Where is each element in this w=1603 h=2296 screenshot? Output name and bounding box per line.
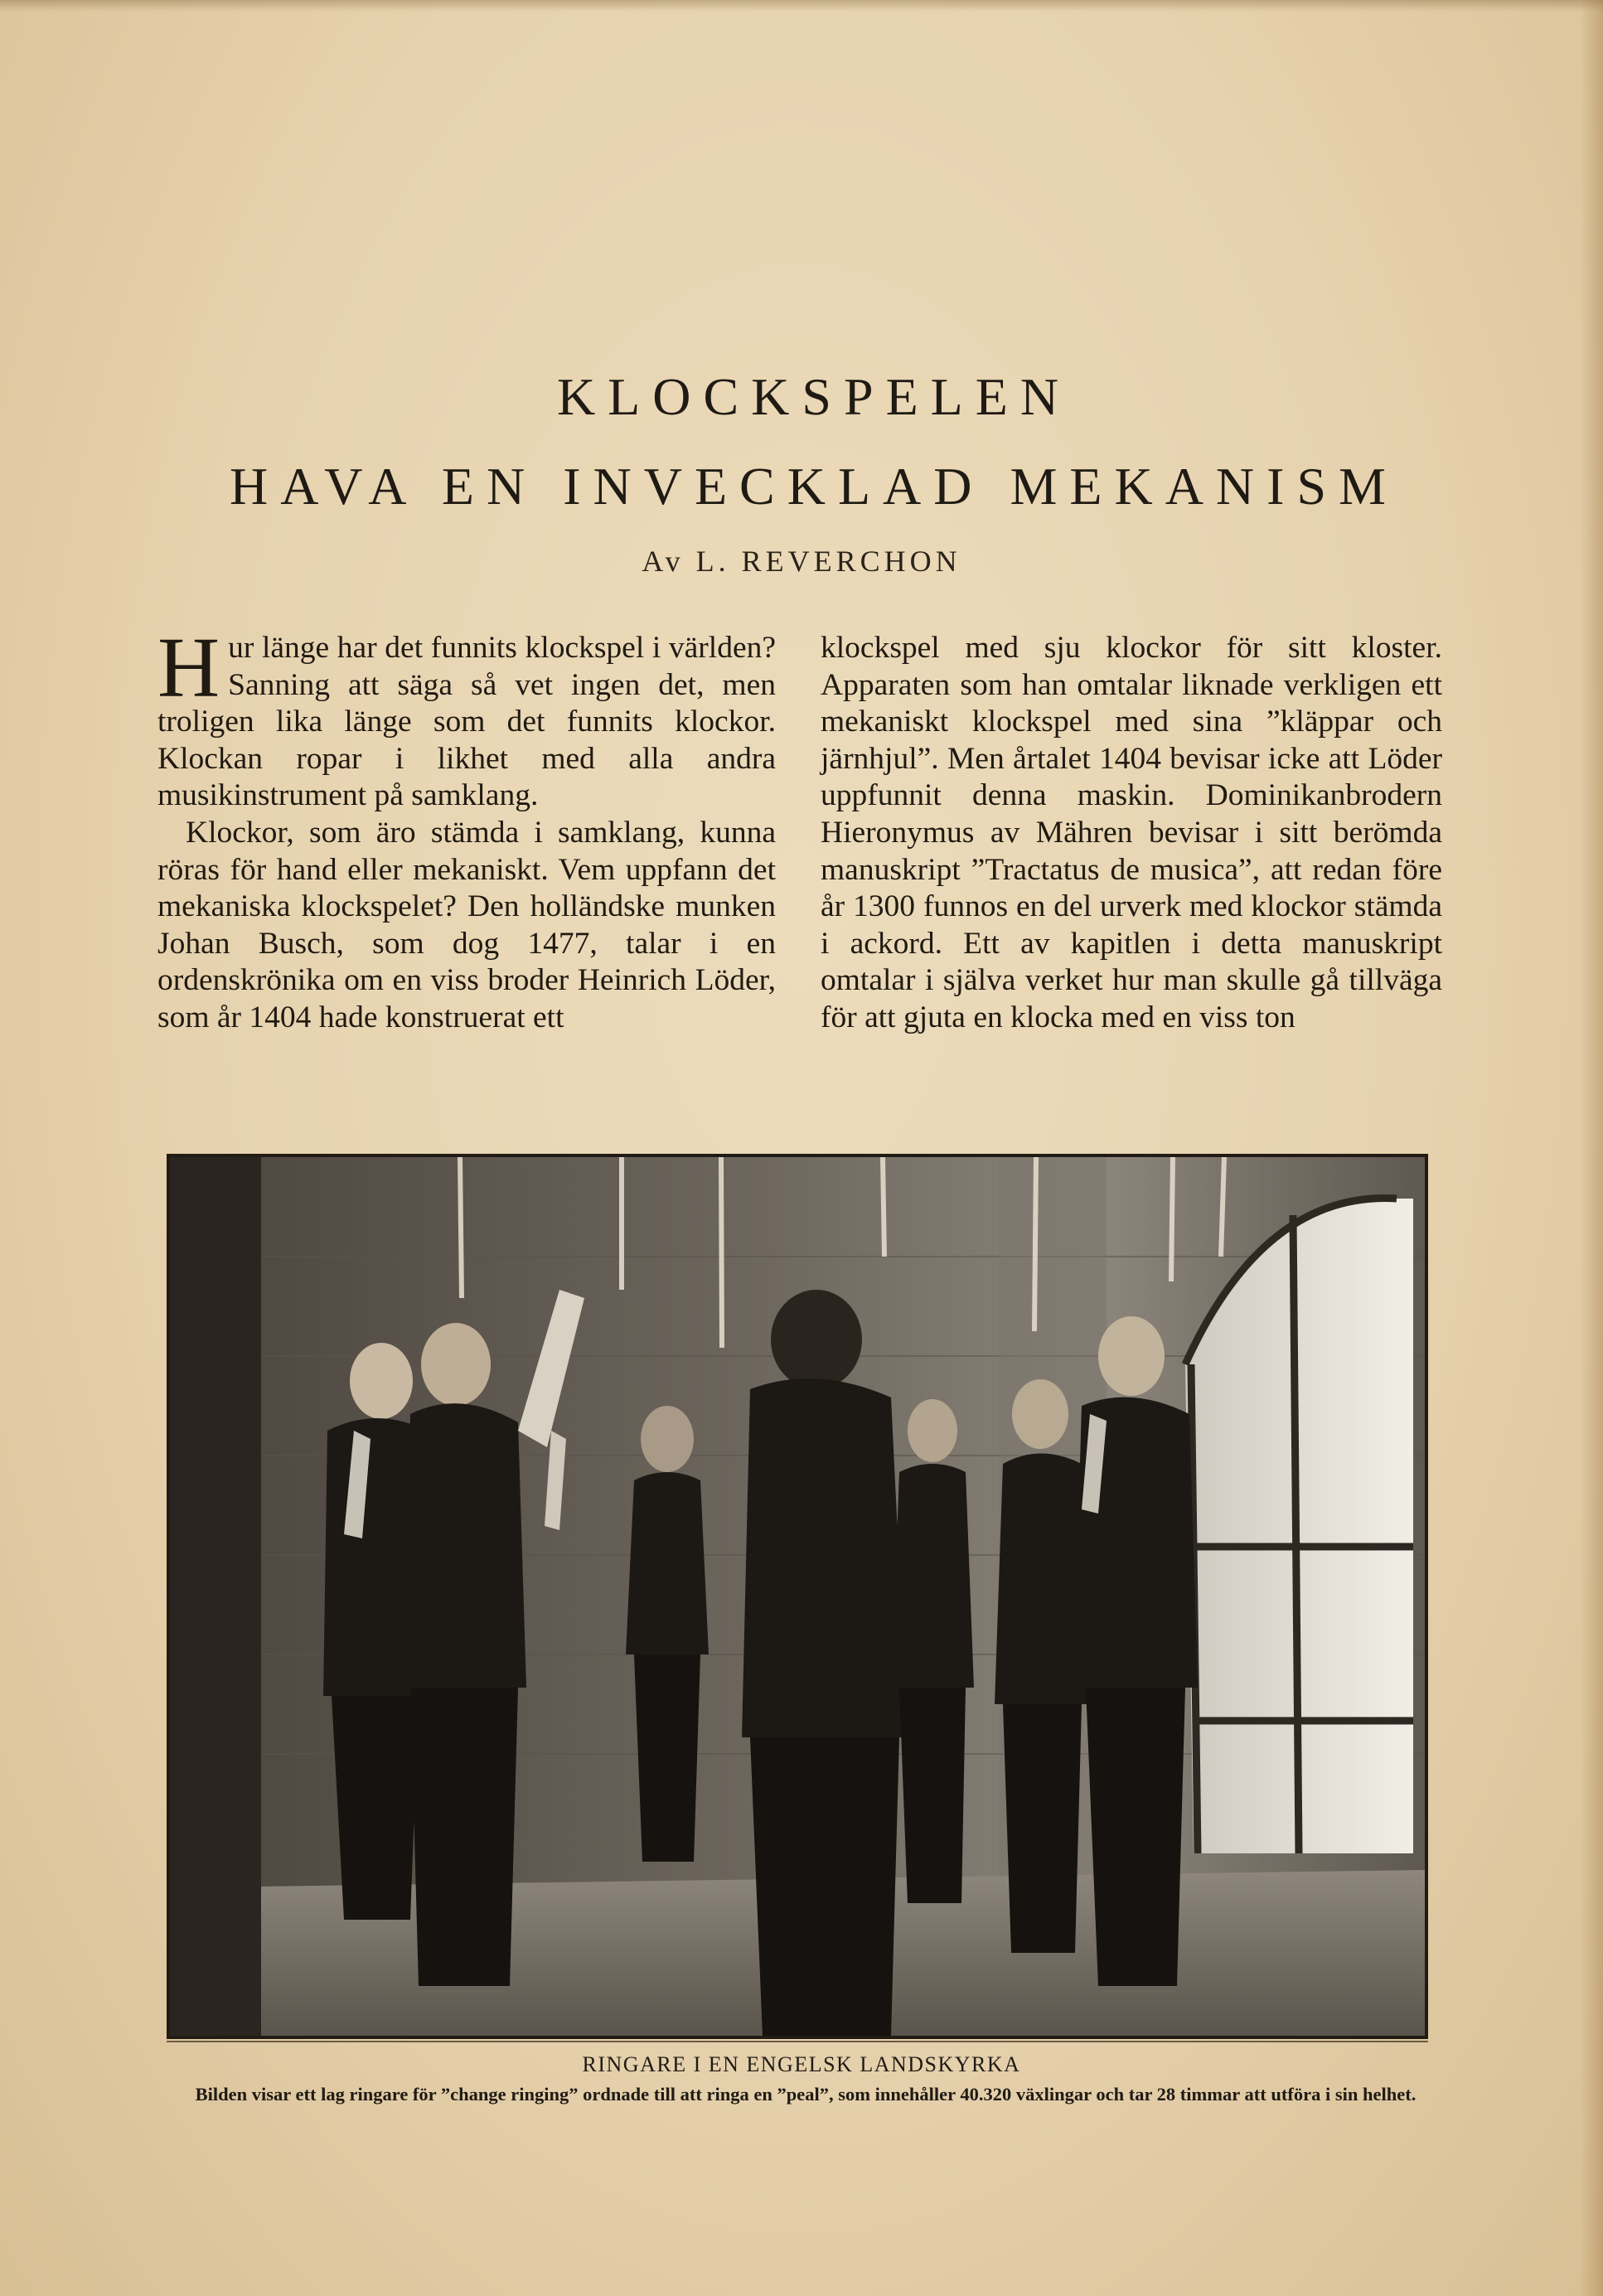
bell-ringers-photo: [167, 1154, 1428, 2039]
article-title-line-2: HAVA EN INVECKLAD MEKANISM: [230, 457, 1398, 516]
text-column-left: [157, 620, 776, 1037]
paragraph-1-text: ur länge har det funnits klockspel i världen? Sanning att säga så vet ingen det, men troligen lika länge som det funnits klockor. Klockan ropar i likhet med alla andra musikinstrument på samklang.: [157, 631, 776, 813]
page-right-edge: [1580, 0, 1603, 2296]
paragraph-3: klockspel med sju klockor för sitt kloster. Apparaten som han omtalar liknade verkligen ett mekaniskt klockspel med sina ”kläppar och järnhjul”. Men årtalet 1404 bevisar icke att Löder uppfunnit denna maskin. Dominikanbrodern Hieronymus av Mähren bevisar i sitt berömda manuskript ”Tractatus de musica”, att redan före år 1300 funnos en del urverk med klockor stämda i ackord. Ett av kapitlen i detta manuskript omtalar i själva verket hur man skulle gå tillväga för att gjuta en klocka med en viss ton: [821, 631, 1442, 1034]
page-top-edge: [0, 0, 1603, 12]
photo-underline: [167, 2041, 1428, 2042]
drop-cap: H: [157, 620, 220, 715]
figure-caption-text: Bilden visar ett lag ringare för ”change ringing” ordnade till att ringa en ”peal”, som innehåller 40.320 växlingar och tar 28 timmar att utföra i sin helhet.: [195, 2084, 1417, 2105]
paragraph-2: Klockor, som äro stämda i samklang, kunna röras för hand eller mekaniskt. Vem uppfann det mekaniska klockspelet? Den holländske munken Johan Busch, som dog 1477, talar i en ordenskrönika om en viss broder Heinrich Löder, som år 1404 hade konstruerat ett: [157, 815, 776, 1034]
figure-caption-title: RINGARE I EN ENGELSK LANDSKYRKA: [582, 2052, 1021, 2076]
article-byline: Av L. REVERCHON: [642, 545, 961, 578]
article-title-line-1: KLOCKSPELEN: [556, 367, 1072, 426]
text-column-right: [821, 630, 1442, 1037]
paragraph-1: [157, 620, 776, 815]
